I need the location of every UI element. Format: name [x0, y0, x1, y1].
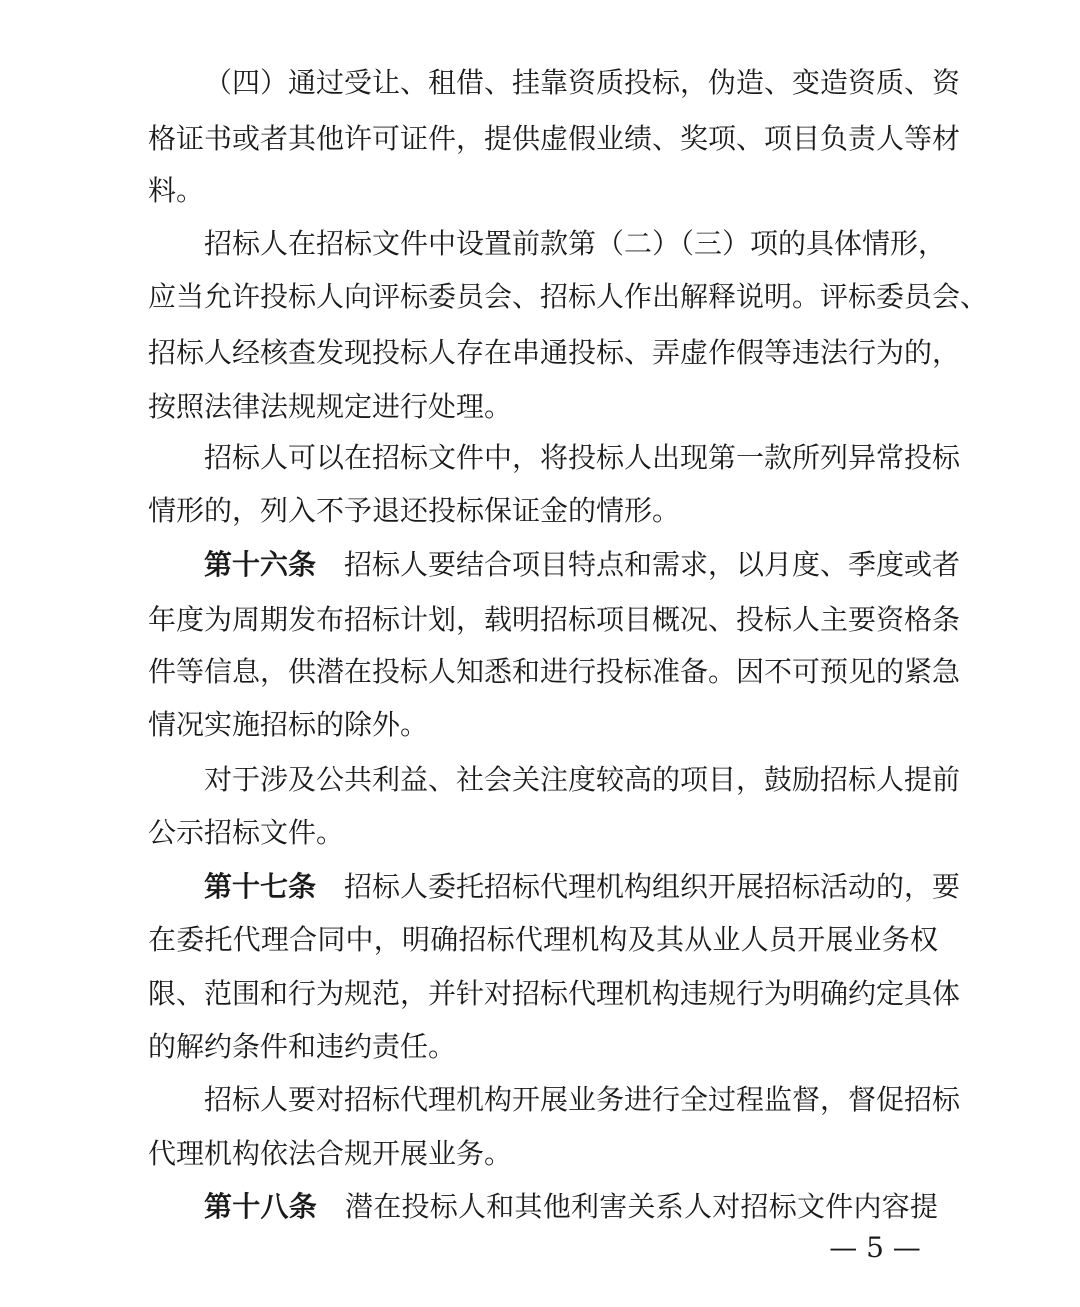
- text-line: 招标人在招标文件中设置前款第（二）（三）项的具体情形，: [204, 227, 947, 260]
- text-line: 公示招标文件。: [148, 816, 345, 849]
- text-line: 招标人委托招标代理机构组织开展招标活动的，要: [344, 870, 961, 903]
- page-number: — 5 —: [829, 1231, 921, 1264]
- text-line: 情况实施招标的除外。: [148, 708, 429, 741]
- text-line: 招标人要对招标代理机构开展业务进行全过程监督，督促招标: [204, 1083, 961, 1116]
- text-line: 应当允许投标人向评标委员会、招标人作出解释说明。评标委员会、: [148, 280, 989, 313]
- article-heading: 第十七条: [204, 870, 317, 903]
- text-line: 招标人经核查发现投标人存在串通投标、弄虚作假等违法行为的，: [148, 336, 961, 369]
- text-line: 限、范围和行为规范，并针对招标代理机构违规行为明确约定具体: [148, 977, 961, 1010]
- article-16-first-line: [204, 545, 961, 585]
- text-line: 代理机构依法合规开展业务。: [148, 1137, 513, 1170]
- article-heading: 第十六条: [204, 548, 317, 581]
- article-17-first-line: [204, 867, 961, 907]
- text-line: 招标人要结合项目特点和需求，以月度、季度或者: [344, 548, 961, 581]
- article-heading: 第十八条: [204, 1190, 317, 1223]
- text-line: 对于涉及公共利益、社会关注度较高的项目，鼓励招标人提前: [204, 763, 961, 796]
- text-line: 件等信息，供潜在投标人知悉和进行投标准备。因不可预见的紧急: [148, 655, 961, 688]
- text-line: 潜在投标人和其他利害关系人对招标文件内容提: [345, 1190, 938, 1223]
- text-line: 的解约条件和违约责任。: [148, 1030, 457, 1063]
- text-line: 在委托代理合同中，明确招标代理机构及其从业人员开展业务权: [148, 923, 938, 956]
- article-18-first-line: [204, 1187, 938, 1227]
- text-line: 料。: [148, 174, 205, 207]
- text-line: 招标人可以在招标文件中，将投标人出现第一款所列异常投标: [204, 441, 961, 474]
- text-line: 按照法律法规规定进行处理。: [148, 390, 513, 423]
- text-line: 情形的，列入不予退还投标保证金的情形。: [148, 494, 681, 527]
- text-line: 年度为周期发布招标计划，载明招标项目概况、投标人主要资格条: [148, 603, 961, 636]
- text-line: 格证书或者其他许可证件，提供虚假业绩、奖项、项目负责人等材: [148, 122, 961, 155]
- text-line: （四）通过受让、租借、挂靠资质投标，伪造、变造资质、资: [204, 66, 961, 99]
